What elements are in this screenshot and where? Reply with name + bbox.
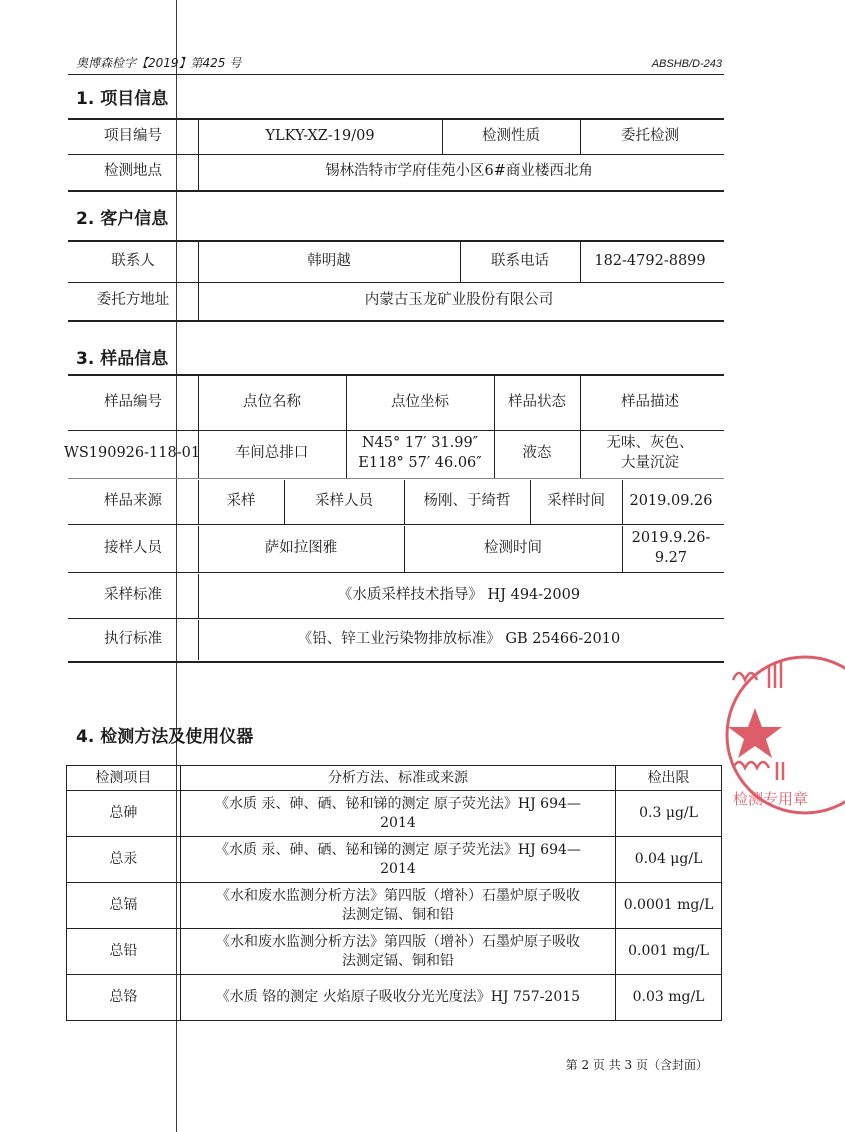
limit-cell: 0.001 mg/L: [616, 929, 722, 975]
page-number: 第 2 页 共 3 页（含封面）: [565, 1058, 708, 1072]
item-cell: 总铬: [67, 975, 181, 1021]
table-row: [67, 975, 722, 1021]
coordinate-value: [346, 430, 494, 478]
col-header-limit: 检出限: [616, 766, 722, 791]
source-label: 样品来源: [104, 493, 162, 510]
address-value: 内蒙古玉龙矿业股份有限公司: [364, 292, 554, 309]
phone-value: 182-4792-8899: [594, 253, 706, 270]
state-value: 液态: [522, 445, 552, 462]
project-no-value: YLKY-XZ-19/09: [265, 128, 375, 145]
header-divider: [68, 74, 724, 75]
divider: [68, 478, 724, 479]
stamp-text: 检测专用章: [733, 790, 809, 808]
divider: [68, 320, 724, 322]
method-cell: 《水质 铬的测定 火焰原子吸收分光光度法》HJ 757-2015: [180, 975, 615, 1021]
receiver-value: 萨如拉图雅: [264, 540, 338, 557]
section-title-client: 2. 客户信息: [76, 209, 169, 229]
test-time-value: 2019.9.26-9.27: [631, 530, 711, 566]
test-nature-label: 检测性质: [482, 128, 540, 145]
sampling-std-label: 采样标准: [104, 587, 162, 604]
table-row: [67, 837, 722, 883]
test-nature-value: 委托检测: [621, 128, 679, 145]
section-title-methods: 4. 检测方法及使用仪器: [76, 727, 254, 747]
coordinate-e: E118° 57′ 46.06″: [358, 455, 482, 471]
sampler-label: 采样人员: [315, 493, 373, 510]
location-label: 检测地点: [104, 163, 162, 180]
description-line-1: 无味、灰色、: [606, 435, 694, 452]
col-header-coordinate: 点位坐标: [391, 394, 449, 411]
col-header-point-name: 点位名称: [243, 394, 301, 411]
col-header-sample-no: 样品编号: [104, 394, 162, 411]
stamp-seal: [725, 640, 845, 830]
sample-no-value: WS190926-118-01: [63, 445, 201, 462]
method-cell: 《水和废水监测分析方法》第四版（增补）石墨炉原子吸收 法测定镉、铜和铅: [180, 929, 615, 975]
exec-std-value: 《铅、锌工业污染物排放标准》 GB 25466-2010: [297, 631, 621, 648]
limit-cell: 0.0001 mg/L: [616, 883, 722, 929]
sampling-time-label: 采样时间: [547, 493, 605, 510]
divider: [68, 524, 724, 525]
col-header-description: 样品描述: [621, 394, 679, 411]
limit-cell: 0.04 μg/L: [616, 837, 722, 883]
section-title-project: 1. 项目信息: [76, 89, 169, 109]
table-row: [67, 883, 722, 929]
test-time-label: 检测时间: [484, 540, 542, 557]
contact-value: 韩明越: [307, 253, 351, 270]
address-label: 委托方地址: [96, 292, 170, 309]
exec-std-label: 执行标准: [104, 631, 162, 648]
sampling-std-value: 《水质采样技术指导》 HJ 494-2009: [337, 587, 581, 604]
source-value: 采样: [226, 493, 256, 510]
item-cell: 总砷: [67, 791, 181, 837]
table-header-row: [67, 766, 722, 791]
doc-number: 奥博森检字【2019】第425 号: [76, 56, 242, 70]
limit-cell: 0.03 mg/L: [616, 975, 722, 1021]
report-code: ABSHB/D-243: [651, 58, 722, 70]
divider: [68, 572, 724, 573]
col-header-state: 样品状态: [508, 394, 566, 411]
sampler-value: 杨刚、于绮哲: [423, 493, 511, 510]
divider: [68, 618, 724, 619]
receiver-label: 接样人员: [104, 540, 162, 557]
description-value: [580, 430, 720, 478]
table-row: [67, 929, 722, 975]
table-row: [67, 791, 722, 837]
method-cell: 《水质 汞、砷、硒、铋和锑的测定 原子荧光法》HJ 694— 2014: [180, 791, 615, 837]
coordinate-n: N45° 17′ 31.99″: [361, 435, 479, 452]
item-cell: 总汞: [67, 837, 181, 883]
item-cell: 总铅: [67, 929, 181, 975]
location-value: 锡林浩特市学府佳苑小区6#商业楼西北角: [325, 163, 593, 180]
point-name-value: 车间总排口: [235, 445, 309, 462]
sampling-time-value: 2019.09.26: [629, 493, 713, 510]
method-cell: 《水质 汞、砷、硒、铋和锑的测定 原子荧光法》HJ 694— 2014: [180, 837, 615, 883]
item-cell: 总镉: [67, 883, 181, 929]
star-icon: [728, 708, 782, 758]
divider: [68, 190, 724, 192]
project-no-label: 项目编号: [104, 128, 162, 145]
section-title-sample: 3. 样品信息: [76, 349, 169, 369]
col-header-method: 分析方法、标准或来源: [180, 766, 615, 791]
col-header-item: 检测项目: [67, 766, 181, 791]
description-line-2: 大量沉淀: [621, 455, 679, 471]
method-cell: 《水和废水监测分析方法》第四版（增补）石墨炉原子吸收 法测定镉、铜和铅: [180, 883, 615, 929]
divider: [68, 661, 724, 663]
limit-cell: 0.3 μg/L: [616, 791, 722, 837]
methods-table: [66, 765, 722, 1021]
phone-label: 联系电话: [491, 253, 549, 270]
contact-label: 联系人: [111, 253, 155, 270]
